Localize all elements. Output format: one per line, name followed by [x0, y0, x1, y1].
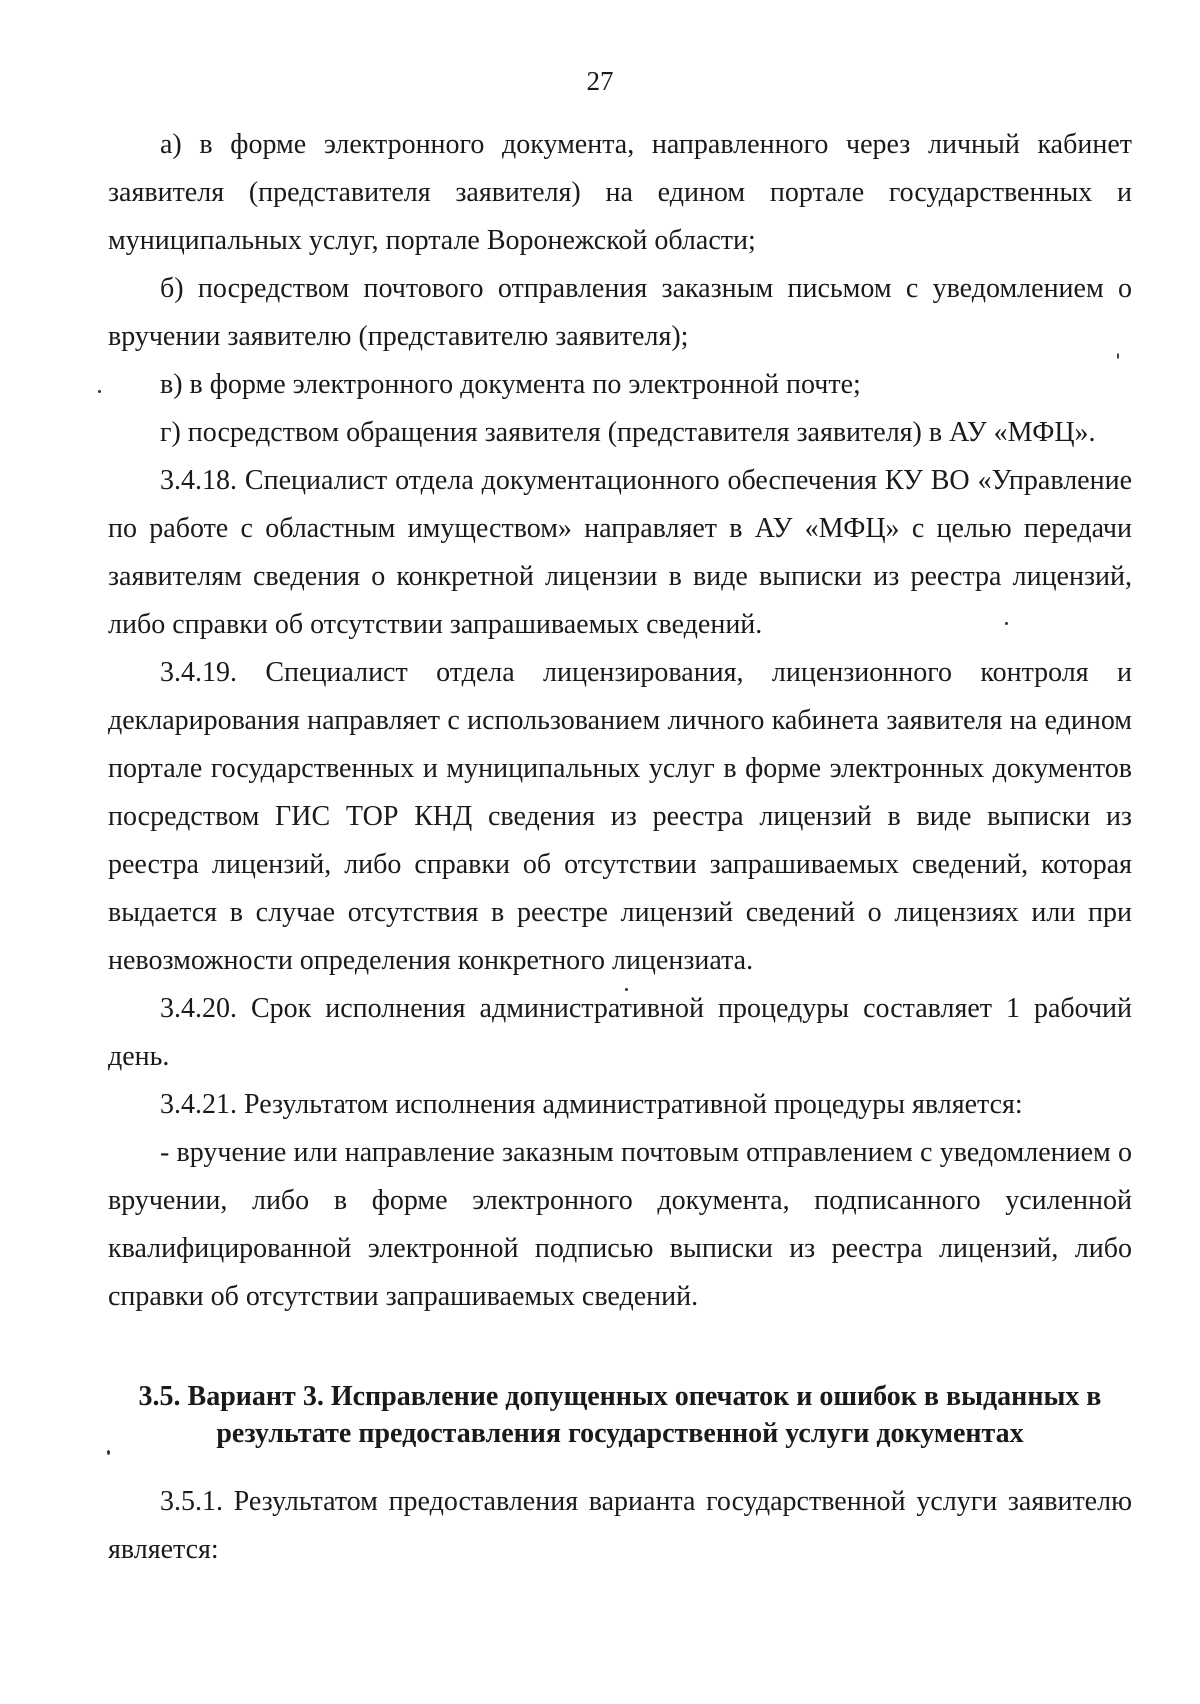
section-body	[108, 1478, 1132, 1574]
paragraph-3-5-1: 3.5.1. Результатом предоставления варианта государственной услуги заявителю является:	[108, 1486, 1132, 1565]
paragraph-item-a: а) в форме электронного документа, направленного через личный кабинет заявителя (представителя заявителя) на едином портале государственных и муниципальных услуг, портале Воронежской области;	[108, 129, 1132, 256]
scan-speck	[98, 390, 101, 393]
paragraph-result-item: - вручение или направление заказным почтовым отправлением с уведомлением о вручении, либо в форме электронного документа, подписанного усиленной квалифицированной электронной подписью выписки из реестра лицензий, либо справки об отсутствии запрашиваемых сведений.	[108, 1137, 1132, 1312]
paragraph-3-4-21: 3.4.21. Результатом исполнения административной процедуры является:	[160, 1089, 1023, 1120]
paragraph-item-b: б) посредством почтового отправления заказным письмом с уведомлением о вручении заявителю (представителю заявителя);	[108, 273, 1132, 352]
section-heading: 3.5. Вариант 3. Исправление допущенных опечаток и ошибок в выданных в результате предоставления государственной услуги документах	[138, 1381, 1102, 1449]
scan-speck	[1117, 353, 1119, 359]
page-number: 27	[586, 66, 614, 96]
paragraph-item-g: г) посредством обращения заявителя (представителя заявителя) в АУ «МФЦ».	[160, 417, 1096, 448]
paragraph-item-v: в) в форме электронного документа по электронной почте;	[160, 369, 861, 400]
paragraph-3-4-20: 3.4.20. Срок исполнения административной процедуры составляет 1 рабочий день.	[108, 993, 1132, 1072]
paragraph-3-4-18: 3.4.18. Специалист отдела документационного обеспечения КУ ВО «Управление по работе с областным имуществом» направляет в АУ «МФЦ» с целью передачи заявителям сведения о конкретной лицензии в виде выписки из реестра лицензий, либо справки об отсутствии запрашиваемых сведений.	[108, 465, 1132, 640]
document-body	[108, 121, 1132, 1321]
scan-speck	[107, 1450, 110, 1455]
scan-speck	[625, 988, 628, 991]
scan-speck	[1005, 622, 1008, 625]
paragraph-3-4-19: 3.4.19. Специалист отдела лицензирования, лицензионного контроля и декларирования направляет с использованием личного кабинета заявителя на едином портале государственных и муниципальных услуг в форме электронных документов посредством ГИС ТОР КНД сведения из реестра лицензий в виде выписки из реестра лицензий, либо справки об отсутствии запрашиваемых сведений, которая выдается в случае отсутствия в реестре лицензий сведений о лицензиях или при невозможности определения конкретного лицензиата.	[108, 657, 1132, 976]
